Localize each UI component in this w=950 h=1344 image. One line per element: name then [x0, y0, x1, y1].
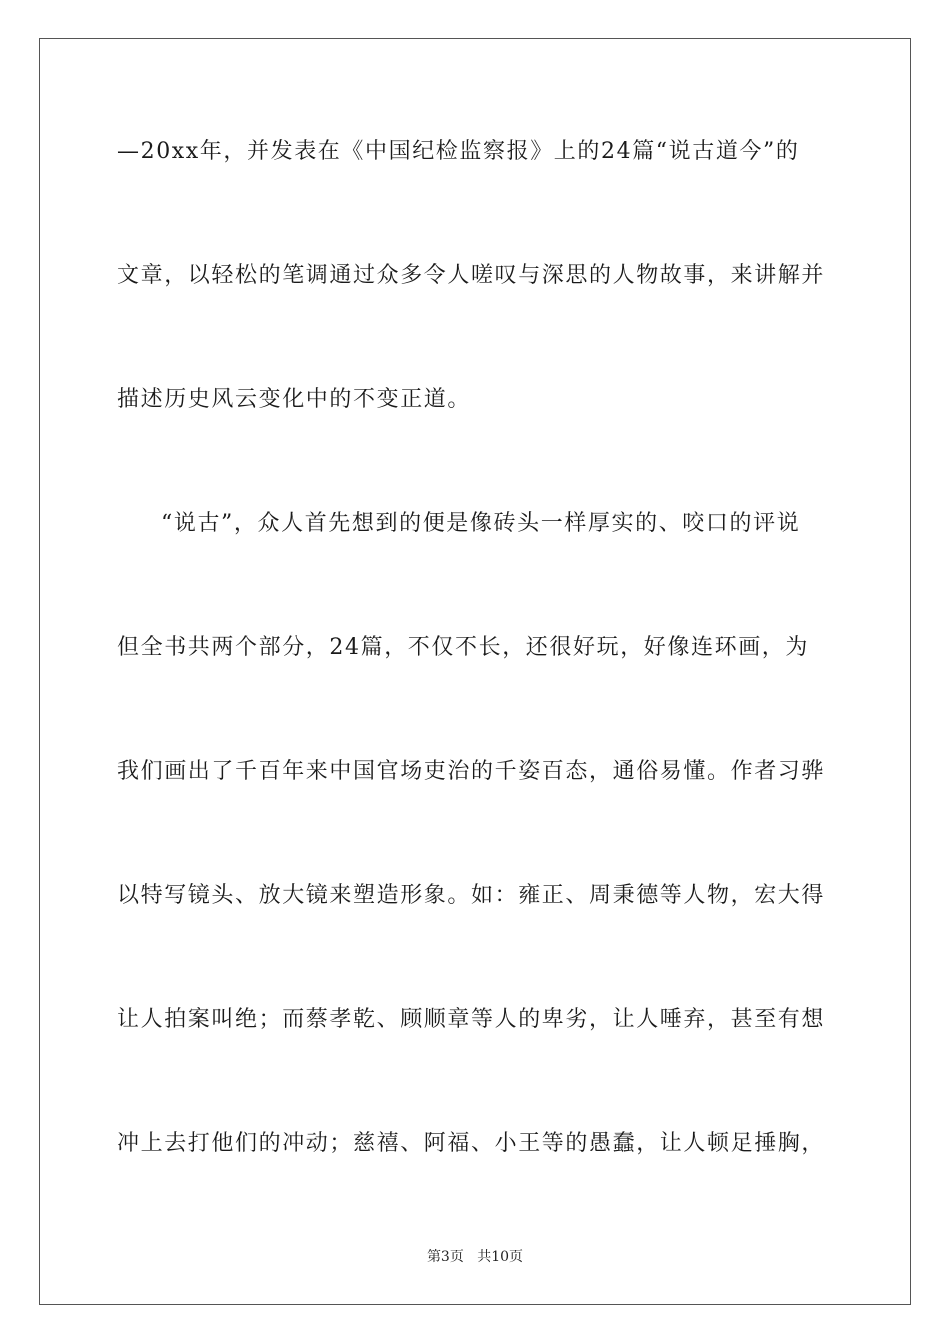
- text-line-3: 描述历史风云变化中的不变正道。: [117, 387, 472, 412]
- page-number: 第3页: [426, 1249, 464, 1265]
- text-line-9: 冲上去打他们的冲动；慈禧、阿福、小王等的愚蠢，让人顿足捶胸，: [117, 1131, 826, 1156]
- text-line-8: 让人拍案叫绝；而蔡孝乾、顾顺章等人的卑劣，让人唾弃，甚至有想: [117, 1007, 826, 1032]
- text-line-1: —20xx年，并发表在《中国纪检监察报》上的24篇“说古道今”的: [117, 139, 800, 164]
- text-line-4: “说古”，众人首先想到的便是像砖头一样厚实的、咬口的评说: [161, 511, 801, 536]
- text-line-2: 文章，以轻松的笔调通过众多令人嗟叹与深思的人物故事，来讲解并: [117, 263, 826, 288]
- text-line-6: 我们画出了千百年来中国官场吏治的千姿百态，通俗易懂。作者习骅: [117, 759, 826, 784]
- page-border: [39, 38, 911, 1305]
- page-footer: [0, 1248, 950, 1266]
- page-total: 共10页: [477, 1249, 524, 1265]
- text-line-7: 以特写镜头、放大镜来塑造形象。如：雍正、周秉德等人物，宏大得: [117, 883, 826, 908]
- text-line-5: 但全书共两个部分，24篇，不仅不长，还很好玩，好像连环画，为: [117, 635, 809, 660]
